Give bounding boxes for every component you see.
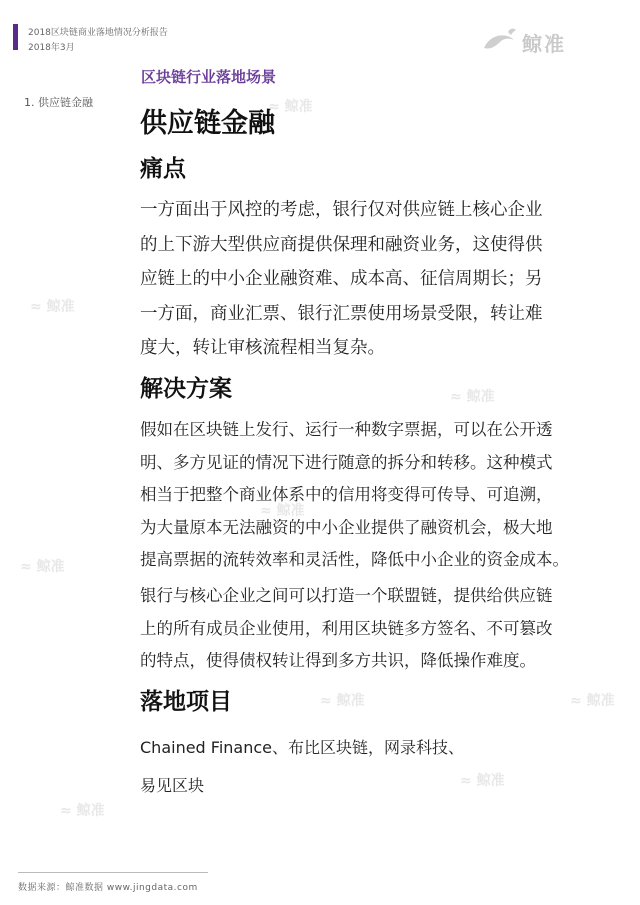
watermark-logo: ≈ 鲸准	[30, 299, 75, 315]
watermark-logo: ≈ 鲸准	[268, 99, 313, 115]
text-line: 假如在区块链上发行、运行一种数字票据，可以在公开透	[140, 420, 553, 439]
watermark-logo: ≈ 鲸准	[320, 693, 365, 709]
whale-icon	[482, 26, 518, 56]
pain-points-heading: 痛点	[140, 156, 186, 182]
text-line: 一方面出于风控的考虑，银行仅对供应链上核心企业	[140, 200, 543, 220]
watermark-logo: ≈ 鲸准	[60, 803, 105, 819]
page-title: 供应链金融	[140, 108, 275, 139]
text-line: 度大，转让审核流程相当复杂。	[140, 338, 385, 358]
pain-points-paragraph	[140, 193, 600, 366]
projects-line: Chained Finance、布比区块链，网录科技、	[140, 738, 465, 757]
solution-paragraph-2	[140, 580, 600, 678]
text-line: 提高票据的流转效率和灵活性，降低中小企业的资金成本。	[140, 550, 569, 569]
watermark-logo: ≈ 鲸准	[260, 503, 305, 519]
text-line: 明、多方见证的情况下进行随意的拆分和转移。这种模式	[140, 452, 553, 472]
text-line: 上的所有成员企业使用，利用区块链多方签名、不可篡改	[140, 618, 553, 638]
data-source: 数据来源：鲸准数据 www.jingdata.com	[18, 883, 198, 893]
header-accent-bar	[13, 24, 18, 50]
text-line: 的特点，使得债权转让得到多方共识，降低操作难度。	[140, 651, 536, 670]
text-line: 相当于把整个商业体系中的信用将变得可传导、可追溯，	[140, 485, 553, 504]
logo-text: 鲸准	[522, 32, 566, 56]
text-line: 一方面，商业汇票、银行汇票使用场景受限，转让难	[140, 303, 543, 324]
footer-divider	[18, 872, 208, 873]
watermark-logo: ≈ 鲸准	[20, 559, 65, 575]
watermark-logo: ≈ 鲸准	[570, 693, 615, 709]
report-date: 2018年3月	[28, 43, 75, 53]
watermark-logo: ≈ 鲸准	[450, 389, 495, 405]
watermark-logo: ≈ 鲸准	[460, 773, 505, 789]
section-label: 区块链行业落地场景	[141, 68, 277, 86]
solution-heading: 解决方案	[140, 376, 232, 402]
report-title: 2018区块链商业落地情况分析报告	[28, 28, 168, 38]
text-line: 的上下游大型供应商提供保理和融资业务，这使得供	[140, 234, 543, 255]
solution-paragraph-1	[140, 414, 600, 577]
projects-heading: 落地项目	[140, 689, 232, 715]
text-line: 应链上的中小企业融资难、成本高、征信周期长；另	[140, 269, 543, 289]
brand-logo	[482, 26, 612, 56]
text-line: 银行与核心企业之间可以打造一个联盟链，提供给供应链	[140, 586, 553, 605]
sidebar-item-supply-chain-finance[interactable]: 1. 供应链金融	[24, 96, 93, 109]
projects-line: 易见区块	[140, 776, 205, 795]
text-line: 为大量原本无法融资的中小企业提供了融资机会，极大地	[140, 517, 553, 537]
